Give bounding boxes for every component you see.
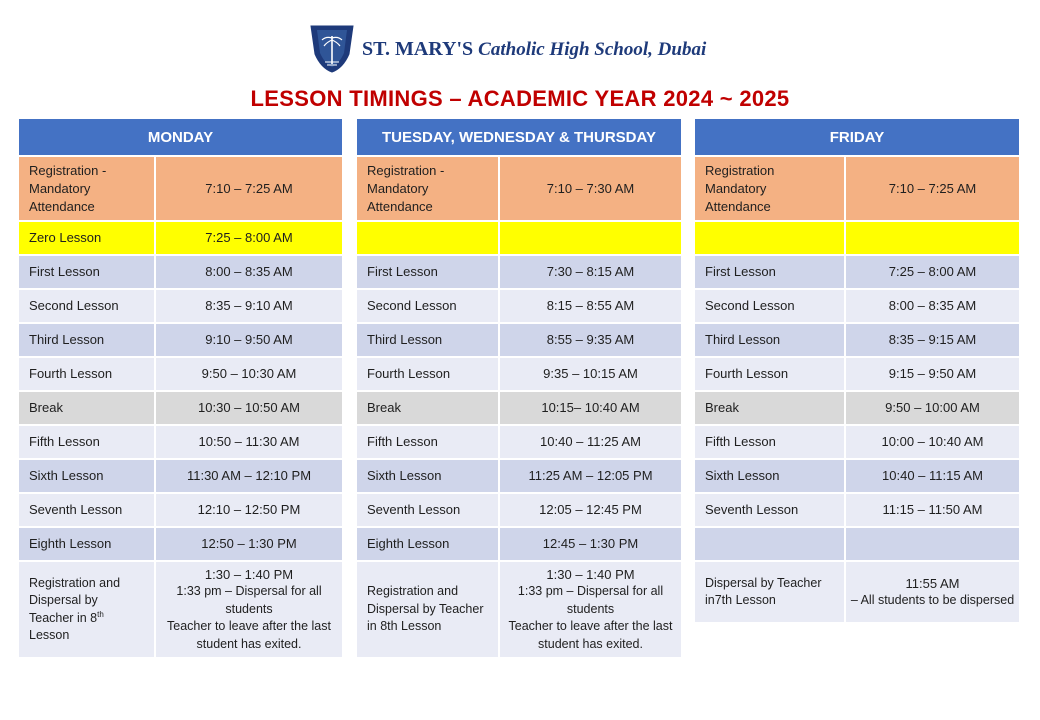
table-row <box>695 288 1019 322</box>
friday-table <box>695 119 1019 622</box>
table-row <box>357 288 681 322</box>
lesson-time: 11:25 AM – 12:05 PM <box>500 460 681 492</box>
dispersal-label-sup: th <box>97 609 104 619</box>
dispersal-label-post: Lesson <box>29 628 70 642</box>
table-row <box>19 424 342 458</box>
lesson-label: Seventh Lesson <box>695 494 846 526</box>
lesson-label: Fifth Lesson <box>357 426 500 458</box>
lesson-label: Seventh Lesson <box>19 494 156 526</box>
dispersal-label-text <box>705 575 834 610</box>
lesson-time: 7:25 – 8:00 AM <box>846 256 1019 288</box>
dispersal-row <box>357 560 681 657</box>
table-row <box>19 390 342 424</box>
dispersal-label <box>19 562 156 657</box>
dispersal-time-main: 11:55 AM <box>905 575 960 591</box>
lesson-label: Break <box>357 392 500 424</box>
lesson-time: 8:00 – 8:35 AM <box>156 256 342 288</box>
table-row <box>695 322 1019 356</box>
dispersal-time-note: – All students to be dispersed <box>850 593 1015 607</box>
lesson-label: Fourth Lesson <box>695 358 846 390</box>
table-row <box>19 322 342 356</box>
table-row <box>19 356 342 390</box>
dispersal-label <box>695 562 846 622</box>
school-name <box>362 38 706 61</box>
lesson-time: 10:40 – 11:15 AM <box>846 460 1019 492</box>
dispersal-label-text <box>29 575 144 645</box>
lesson-time: 12:10 – 12:50 PM <box>156 494 342 526</box>
lesson-label: Break <box>19 392 156 424</box>
lesson-label: Third Lesson <box>695 324 846 356</box>
lesson-time: 7:25 – 8:00 AM <box>156 222 342 254</box>
lesson-time: 8:00 – 8:35 AM <box>846 290 1019 322</box>
lesson-label: Sixth Lesson <box>19 460 156 492</box>
table-row <box>695 526 1019 560</box>
dispersal-time-teacher: Teacher to leave after the last student has exited. <box>508 619 673 651</box>
dispersal-label <box>357 562 500 657</box>
table-row <box>357 458 681 492</box>
lesson-time: 8:15 – 8:55 AM <box>500 290 681 322</box>
school-name-rest: Catholic High School, Dubai <box>478 39 707 60</box>
lesson-time: 8:55 – 9:35 AM <box>500 324 681 356</box>
dispersal-time <box>500 562 681 657</box>
table-row <box>19 254 342 288</box>
lesson-label: Second Lesson <box>695 290 846 322</box>
lesson-label <box>357 222 500 254</box>
table-row <box>19 288 342 322</box>
table-row <box>695 220 1019 254</box>
lesson-label: Fifth Lesson <box>695 426 846 458</box>
page-title: LESSON TIMINGS – ACADEMIC YEAR 2024 ~ 2025 <box>250 86 790 111</box>
lesson-label: Sixth Lesson <box>695 460 846 492</box>
lesson-time: 9:15 – 9:50 AM <box>846 358 1019 390</box>
dispersal-row <box>19 560 342 657</box>
table-row <box>19 220 342 254</box>
lesson-label: Second Lesson <box>19 290 156 322</box>
lesson-label: Eighth Lesson <box>357 528 500 560</box>
lesson-label <box>695 222 846 254</box>
table-row <box>695 155 1019 220</box>
table-row <box>19 492 342 526</box>
table-heading: TUESDAY, WEDNESDAY & THURSDAY <box>357 119 681 155</box>
lesson-time <box>500 222 681 254</box>
dispersal-row <box>695 560 1019 622</box>
lesson-time: 10:40 – 11:25 AM <box>500 426 681 458</box>
table-heading: FRIDAY <box>695 119 1019 155</box>
table-row <box>357 254 681 288</box>
table-row <box>19 458 342 492</box>
lesson-label: Third Lesson <box>357 324 500 356</box>
table-row <box>357 526 681 560</box>
table-row <box>695 424 1019 458</box>
lesson-time <box>846 222 1019 254</box>
lesson-label: Fourth Lesson <box>357 358 500 390</box>
table-row <box>357 424 681 458</box>
lesson-label: Eighth Lesson <box>19 528 156 560</box>
lesson-time: 9:10 – 9:50 AM <box>156 324 342 356</box>
table-row <box>357 322 681 356</box>
lesson-label: Sixth Lesson <box>357 460 500 492</box>
dispersal-time-note: 1:33 pm – Dispersal for all students <box>176 584 322 616</box>
lesson-label: Third Lesson <box>19 324 156 356</box>
lesson-label: Registration - Mandatory Attendance <box>19 157 156 220</box>
tue-wed-thu-table <box>357 119 681 657</box>
dispersal-time-teacher: Teacher to leave after the last student has exited. <box>167 619 331 651</box>
table-row <box>695 254 1019 288</box>
dispersal-label-pre: Dispersal by Teacher in7th Lesson <box>705 575 822 607</box>
lesson-time: 12:50 – 1:30 PM <box>156 528 342 560</box>
lesson-label: Registration Mandatory Attendance <box>695 157 846 220</box>
dispersal-label-pre: Registration and Dispersal by Teacher in 8 <box>29 575 121 625</box>
table-row <box>695 356 1019 390</box>
lesson-time: 7:10 – 7:25 AM <box>156 157 342 220</box>
lesson-label: Break <box>695 392 846 424</box>
lesson-time: 12:05 – 12:45 PM <box>500 494 681 526</box>
lesson-time: 12:45 – 1:30 PM <box>500 528 681 560</box>
lesson-time: 11:30 AM – 12:10 PM <box>156 460 342 492</box>
dispersal-time-main: 1:30 – 1:40 PM <box>546 566 635 582</box>
lesson-time: 8:35 – 9:10 AM <box>156 290 342 322</box>
lesson-label: Fourth Lesson <box>19 358 156 390</box>
lesson-time: 9:35 – 10:15 AM <box>500 358 681 390</box>
lesson-time: 7:10 – 7:25 AM <box>846 157 1019 220</box>
dispersal-time-note: 1:33 pm – Dispersal for all students <box>517 584 664 616</box>
lesson-time <box>846 528 1019 560</box>
lesson-label: Seventh Lesson <box>357 494 500 526</box>
lesson-time: 7:30 – 8:15 AM <box>500 256 681 288</box>
lesson-label: Registration - Mandatory Attendance <box>357 157 500 220</box>
lesson-label: Fifth Lesson <box>19 426 156 458</box>
table-row <box>695 390 1019 424</box>
table-row <box>19 155 342 220</box>
lesson-label: Second Lesson <box>357 290 500 322</box>
lesson-label: Zero Lesson <box>19 222 156 254</box>
table-row <box>357 155 681 220</box>
lesson-time: 10:50 – 11:30 AM <box>156 426 342 458</box>
school-crest-logo <box>309 24 355 74</box>
lesson-label: First Lesson <box>357 256 500 288</box>
table-row <box>695 492 1019 526</box>
table-heading: MONDAY <box>19 119 342 155</box>
table-row <box>357 492 681 526</box>
school-name-main: ST. MARY'S <box>362 38 474 60</box>
lesson-time: 9:50 – 10:00 AM <box>846 392 1019 424</box>
table-row <box>19 526 342 560</box>
table-row <box>357 390 681 424</box>
lesson-time: 10:30 – 10:50 AM <box>156 392 342 424</box>
table-row <box>357 356 681 390</box>
dispersal-label-text <box>367 583 488 636</box>
lesson-time: 7:10 – 7:30 AM <box>500 157 681 220</box>
dispersal-time-main: 1:30 – 1:40 PM <box>204 566 294 582</box>
lesson-time: 9:50 – 10:30 AM <box>156 358 342 390</box>
dispersal-time <box>846 562 1019 622</box>
lesson-time: 10:15– 10:40 AM <box>500 392 681 424</box>
lesson-time: 8:35 – 9:15 AM <box>846 324 1019 356</box>
table-row <box>357 220 681 254</box>
dispersal-label-pre: Registration and Dispersal by Teacher in 8th Lesson <box>367 584 484 634</box>
lesson-time: 11:15 – 11:50 AM <box>846 494 1019 526</box>
table-row <box>695 458 1019 492</box>
dispersal-time <box>156 562 342 657</box>
lesson-label: First Lesson <box>19 256 156 288</box>
lesson-label <box>695 528 846 560</box>
lesson-label: First Lesson <box>695 256 846 288</box>
monday-table <box>19 119 342 657</box>
lesson-time: 10:00 – 10:40 AM <box>846 426 1019 458</box>
